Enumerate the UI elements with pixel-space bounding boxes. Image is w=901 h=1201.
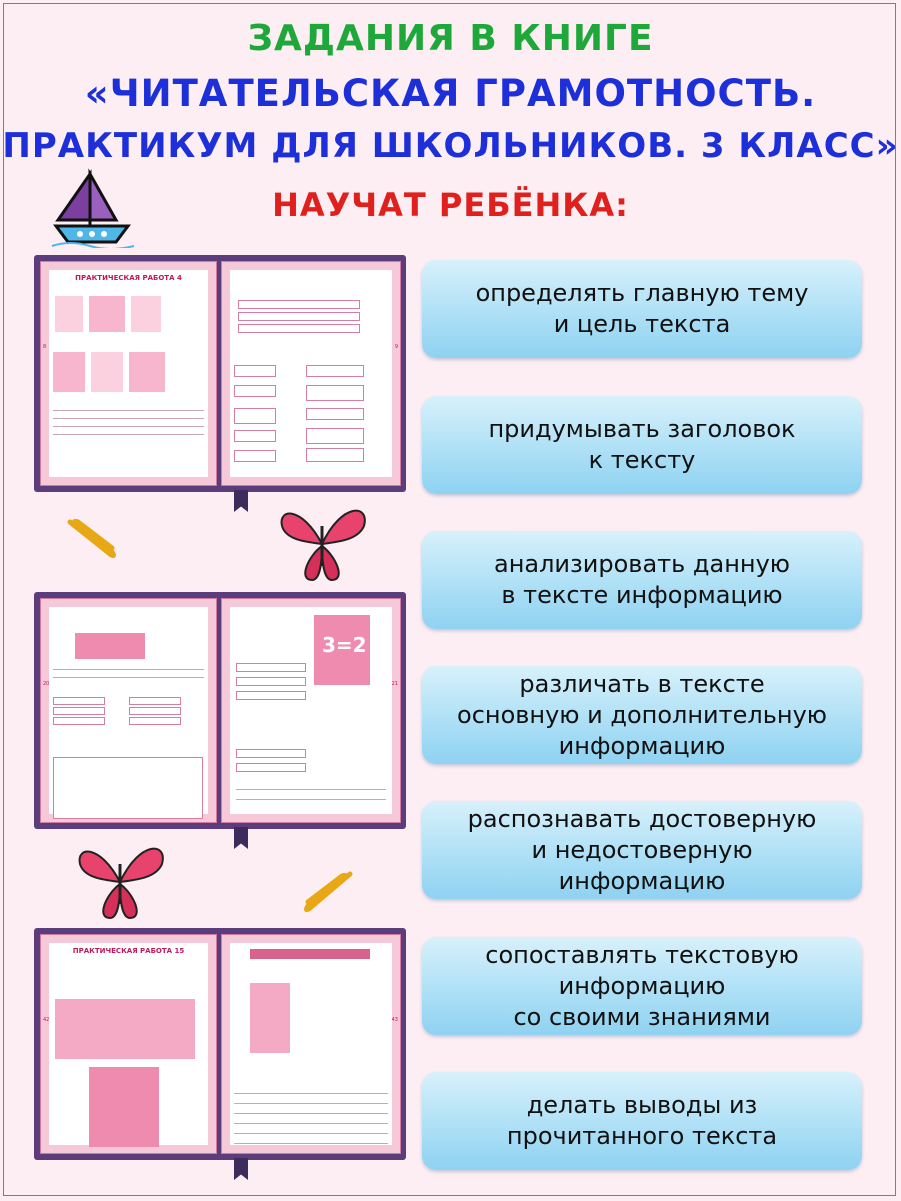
page-number: 8 [43, 344, 47, 350]
skill-text: определять главную тему и цель текста [475, 279, 809, 338]
title-line-2: «ЧИТАТЕЛЬСКАЯ ГРАМОТНОСТЬ. [84, 72, 817, 115]
sailboat-icon [50, 168, 136, 248]
book-spread-3 [34, 928, 406, 1160]
skill-text: сопоставлять текстовую информацию со своими знаниями [485, 940, 799, 1031]
book-page-title: ПРАКТИЧЕСКАЯ РАБОТА 4 [75, 274, 182, 282]
skill-text: придумывать заголовок к тексту [488, 415, 796, 474]
skill-text: анализировать данную в тексте информацию [493, 550, 790, 609]
book-page-title: ПРАКТИЧЕСКАЯ РАБОТА 15 [72, 947, 185, 955]
book-spread-2 [34, 592, 406, 829]
skill-item [422, 260, 862, 358]
title-line-1: ЗАДАНИЯ В КНИГЕ [247, 18, 654, 59]
skill-text: различать в тексте основную и дополнительную информацию [457, 669, 827, 760]
butterfly-icon [272, 496, 372, 592]
skill-item [422, 396, 862, 494]
page-number: 21 [391, 681, 398, 687]
page-number: 20 [43, 681, 50, 687]
skill-text: делать выводы из прочитанного текста [506, 1091, 778, 1150]
page-number: 9 [394, 344, 398, 350]
page-number: 42 [43, 1017, 50, 1023]
page-number: 43 [391, 1017, 398, 1023]
skill-item [422, 937, 862, 1035]
skill-item [422, 531, 862, 629]
skill-item [422, 1072, 862, 1170]
title-line-4: НАУЧАТ РЕБЁНКА: [272, 186, 629, 224]
butterfly-icon [70, 834, 170, 930]
paperclip-icon [298, 866, 358, 916]
promo-label: 3=2 [322, 633, 367, 657]
paperclip-icon [62, 512, 122, 562]
skill-text: распознавать достоверную и недостоверную информацию [467, 804, 817, 895]
book-spread-1 [34, 255, 406, 492]
title-line-3: ПРАКТИКУМ ДЛЯ ШКОЛЬНИКОВ. 3 КЛАСС» [2, 126, 899, 166]
skill-item [422, 801, 862, 899]
skill-item [422, 666, 862, 764]
